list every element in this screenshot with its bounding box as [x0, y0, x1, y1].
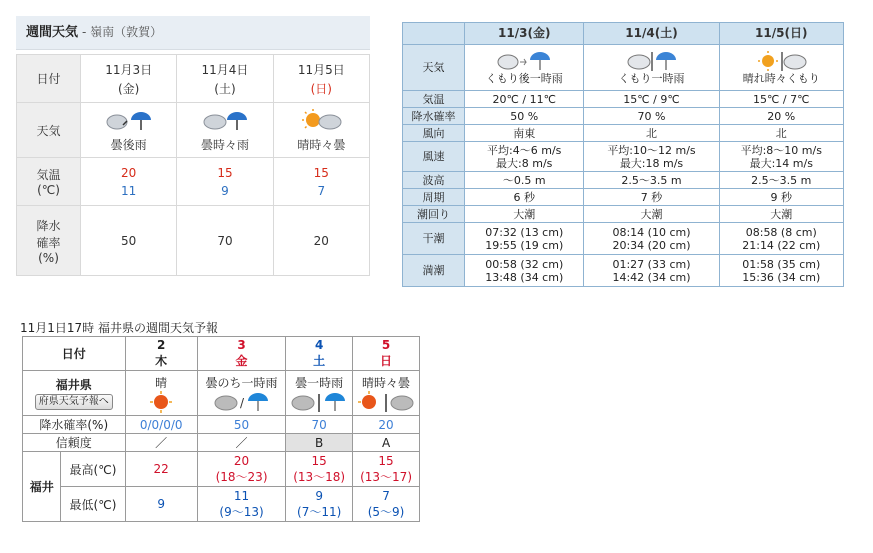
- marine-high-tide-3: 01:58 (35 cm) 15:36 (34 cm): [719, 255, 843, 287]
- marine-low-tide-3: 08:58 (8 cm) 21:14 (22 cm): [719, 223, 843, 255]
- jma-min-3: 9 (7〜11): [286, 487, 353, 522]
- day-header-1: 11月3日 (金): [81, 55, 177, 103]
- jma-max-4: 15 (13〜17): [353, 452, 420, 487]
- pref-name: 福井県: [55, 378, 92, 392]
- marine-weather-panel: [402, 22, 844, 292]
- jma-precip-1: 0/0/0/0: [125, 416, 197, 434]
- panel-title-bar: [16, 16, 370, 50]
- jma-rel-3: B: [286, 434, 353, 452]
- temp-cell-2: 15 9: [177, 158, 273, 206]
- marine-weather-2: くもり一時雨: [584, 45, 719, 91]
- marine-wind-dir-2: 北: [584, 125, 719, 142]
- precip-cell-1: 50: [81, 206, 177, 276]
- sun-sometimes-cloud-icon: [297, 108, 345, 132]
- precip-cell-3: 20: [273, 206, 369, 276]
- row-label-temp: 気温: [403, 91, 465, 108]
- jma-weekly-forecast-table: [22, 336, 420, 522]
- weather-cell-3: 晴時々曇: [273, 103, 369, 158]
- marine-temp-3: 15℃ / 7℃: [719, 91, 843, 108]
- jma-day-4: 5 日: [353, 337, 420, 371]
- day-header-3: 11月5日 (日): [273, 55, 369, 103]
- weekly-weather-table: [16, 54, 370, 276]
- marine-high-tide-1: 00:58 (32 cm) 13:48 (34 cm): [465, 255, 584, 287]
- marine-temp-1: 20℃ / 11℃: [465, 91, 584, 108]
- min-temp-label: 最低(℃): [61, 487, 125, 522]
- jma-weather-4: 晴時々曇: [353, 371, 420, 416]
- marine-date-1: 11/3(金): [465, 23, 584, 45]
- marine-precip-1: 50 %: [465, 108, 584, 125]
- row-label-wind-speed: 風速: [403, 142, 465, 172]
- cloud-then-rain-icon: [496, 50, 552, 72]
- jma-day-2: 3 金: [197, 337, 285, 371]
- marine-precip-3: 20 %: [719, 108, 843, 125]
- row-label-low-tide: 干潮: [403, 223, 465, 255]
- marine-low-tide-1: 07:32 (13 cm) 19:55 (19 cm): [465, 223, 584, 255]
- marine-wave-1: 〜0.5 m: [465, 172, 584, 189]
- pref-cell: [23, 371, 126, 416]
- jma-rel-4: A: [353, 434, 420, 452]
- marine-wave-2: 2.5〜3.5 m: [584, 172, 719, 189]
- cloud-sometimes-rain-icon: [623, 50, 679, 72]
- temp-cell-3: 15 7: [273, 158, 369, 206]
- max-temp-label: 最高(℃): [61, 452, 125, 487]
- cloud-then-rain-icon: [105, 108, 153, 132]
- jma-min-2: 11 (9〜13): [197, 487, 285, 522]
- corner-cell: [403, 23, 465, 45]
- marine-date-2: 11/4(土): [584, 23, 719, 45]
- row-label-wave: 波高: [403, 172, 465, 189]
- marine-weather-table: [402, 22, 844, 287]
- marine-wind-speed-3: 平均:8〜10 m/s 最大:14 m/s: [719, 142, 843, 172]
- jma-precip-2: 50: [197, 416, 285, 434]
- marine-tide-1: 大潮: [465, 206, 584, 223]
- weather-cell-2: 曇時々雨: [177, 103, 273, 158]
- marine-high-tide-2: 01:27 (33 cm) 14:42 (34 cm): [584, 255, 719, 287]
- sun-sometimes-cloud-icon: [753, 50, 809, 72]
- jma-weather-1: 晴: [125, 371, 197, 416]
- sun-icon: [149, 391, 173, 413]
- jma-precip-3: 70: [286, 416, 353, 434]
- row-label-date: 日付: [17, 55, 81, 103]
- jma-weekly-forecast-panel: [22, 336, 420, 526]
- pref-forecast-button[interactable]: 府県天気予報へ: [35, 394, 113, 410]
- marine-weather-3: 晴れ時々くもり: [719, 45, 843, 91]
- marine-date-3: 11/5(日): [719, 23, 843, 45]
- row-label-period: 周期: [403, 189, 465, 206]
- panel-title: 週間天気: [26, 25, 79, 40]
- weekly-weather-panel-tsuruga: [16, 16, 370, 278]
- marine-wave-3: 2.5〜3.5 m: [719, 172, 843, 189]
- marine-wind-speed-1: 平均:4〜6 m/s 最大:8 m/s: [465, 142, 584, 172]
- date-header-label: 日付: [23, 337, 126, 371]
- marine-low-tide-2: 08:14 (10 cm) 20:34 (20 cm): [584, 223, 719, 255]
- marine-precip-2: 70 %: [584, 108, 719, 125]
- marine-tide-3: 大潮: [719, 206, 843, 223]
- jma-max-2: 20 (18〜23): [197, 452, 285, 487]
- row-label-weather: 天気: [17, 103, 81, 158]
- weather-cell-1: 曇後雨: [81, 103, 177, 158]
- jma-rel-1: ／: [125, 434, 197, 452]
- jma-weather-2: 曇のち一時雨 /: [197, 371, 285, 416]
- jma-max-1: 22: [125, 452, 197, 487]
- marine-period-3: 9 秒: [719, 189, 843, 206]
- row-label-high-tide: 満潮: [403, 255, 465, 287]
- precip-cell-2: 70: [177, 206, 273, 276]
- precip-label: 降水確率(%): [23, 416, 126, 434]
- reliability-label: 信頼度: [23, 434, 126, 452]
- marine-period-1: 6 秒: [465, 189, 584, 206]
- jma-rel-2: ／: [197, 434, 285, 452]
- jma-weather-3: 曇一時雨: [286, 371, 353, 416]
- marine-wind-dir-3: 北: [719, 125, 843, 142]
- row-label-temp: 気温 (℃): [17, 158, 81, 206]
- area-label: 福井: [23, 452, 61, 522]
- marine-temp-2: 15℃ / 9℃: [584, 91, 719, 108]
- row-label-weather: 天気: [403, 45, 465, 91]
- jma-min-1: 9: [125, 487, 197, 522]
- sun-sometimes-cloud-icon: [356, 391, 416, 413]
- jma-max-3: 15 (13〜18): [286, 452, 353, 487]
- cloud-sometimes-rain-icon: [201, 108, 249, 132]
- row-label-wind-dir: 風向: [403, 125, 465, 142]
- jma-day-3: 4 土: [286, 337, 353, 371]
- row-label-tide: 潮回り: [403, 206, 465, 223]
- cloud-then-rain-icon: [212, 391, 272, 413]
- jma-min-4: 7 (5〜9): [353, 487, 420, 522]
- day-header-2: 11月4日 (土): [177, 55, 273, 103]
- row-label-precip: 降水 確率 (%): [17, 206, 81, 276]
- panel-subtitle: - 嶺南（敦賀）: [82, 25, 163, 39]
- marine-period-2: 7 秒: [584, 189, 719, 206]
- marine-tide-2: 大潮: [584, 206, 719, 223]
- jma-forecast-title: 11月1日17時 福井県の週間天気予報: [20, 321, 218, 335]
- marine-weather-1: くもり後一時雨: [465, 45, 584, 91]
- temp-cell-1: 20 11: [81, 158, 177, 206]
- marine-wind-speed-2: 平均:10〜12 m/s 最大:18 m/s: [584, 142, 719, 172]
- cloud-sometimes-rain-icon: [289, 391, 349, 413]
- jma-day-1: 2 木: [125, 337, 197, 371]
- svg-text:/: /: [239, 395, 244, 410]
- jma-precip-4: 20: [353, 416, 420, 434]
- marine-wind-dir-1: 南東: [465, 125, 584, 142]
- row-label-precip: 降水確率: [403, 108, 465, 125]
